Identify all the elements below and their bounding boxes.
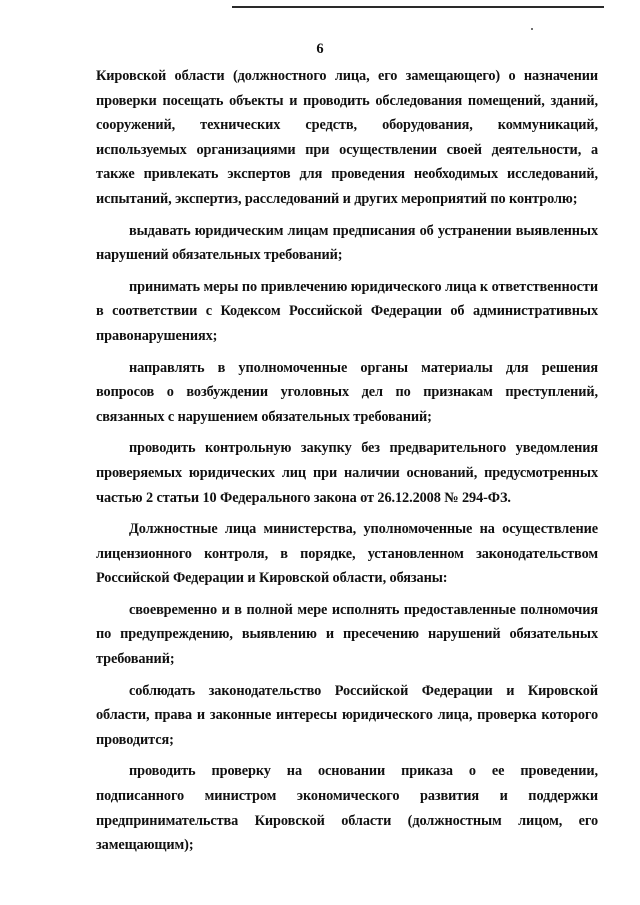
scan-artifact-dot <box>531 28 533 30</box>
paragraph: Кировской области (должностного лица, его замещающего) о назначении проверки посещать объекты и проводить обследования помещений, зданий, сооружений, технических средств, оборудования, коммуникаций, используемых организациями при осуществлении своей деятельности, а также привлекать экспертов для проведения необходимых исследований, испытаний, экспертиз, расследований и других мероприятий по контролю; <box>96 68 598 207</box>
page-number: 6 <box>316 41 324 57</box>
paragraph: проводить контрольную закупку без предварительного уведомления проверяемых юридических лиц при наличии оснований, предусмотренных частью 2 статьи 10 Федерального закона от 26.12.2008 № 294-ФЗ. <box>96 440 598 506</box>
paragraph: Должностные лица министерства, уполномоченные на осуществление лицензионного контроля, в порядке, установленном законодательством Российской Федерации и Кировской области, обязаны: <box>96 521 598 587</box>
document-body <box>96 64 598 865</box>
paragraph: проводить проверку на основании приказа о ее проведении, подписанного министром экономического развития и поддержки предпринимательства Кировской области (должностным лицом, его замещающим); <box>96 763 598 854</box>
scan-artifact-line <box>232 6 604 8</box>
paragraph: принимать меры по привлечению юридического лица к ответственности в соответствии с Кодексом Российской Федерации об административных правонарушениях; <box>96 278 598 344</box>
paragraph: своевременно и в полной мере исполнять предоставленные полномочия по предупреждению, выявлению и пресечению нарушений обязательных требований; <box>96 601 598 668</box>
paragraph: выдавать юридическим лицам предписания об устранении выявленных нарушений обязательных требований; <box>96 222 598 264</box>
paragraph: соблюдать законодательство Российской Федерации и Кировской области, права и законные интересы юридического лица, проверка которого проводится; <box>96 682 598 748</box>
paragraph: направлять в уполномоченные органы материалы для решения вопросов о возбуждении уголовных дел по признакам преступлений, связанных с нарушением обязательных требований; <box>96 359 598 425</box>
